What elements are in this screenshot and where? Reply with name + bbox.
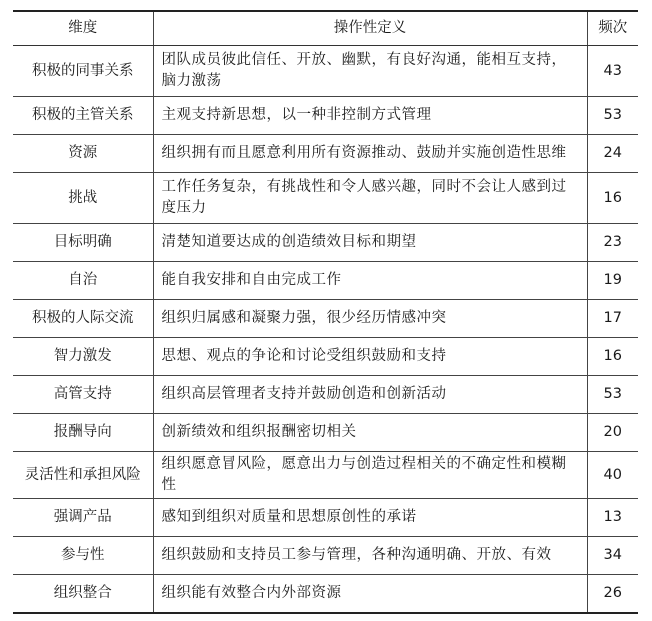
frequency-cell: 34	[587, 537, 638, 575]
table-row	[13, 414, 638, 452]
frequency-cell: 24	[587, 135, 638, 173]
frequency-cell: 53	[587, 97, 638, 135]
frequency-cell: 53	[587, 376, 638, 414]
table-row	[13, 300, 638, 338]
creativity-climate-table-container	[13, 10, 638, 614]
definition-cell: 组织拥有而且愿意利用所有资源推动、鼓励并实施创造性思维	[153, 135, 587, 173]
definition-cell: 组织愿意冒风险，愿意出力与创造过程相关的不确定性和模糊性	[153, 452, 587, 499]
definition-cell: 团队成员彼此信任、开放、幽默，有良好沟通，能相互支持，脑力激荡	[153, 46, 587, 97]
header-frequency: 频次	[587, 11, 638, 46]
table-row	[13, 376, 638, 414]
definition-cell: 组织归属感和凝聚力强，很少经历情感冲突	[153, 300, 587, 338]
frequency-cell: 23	[587, 224, 638, 262]
table-row	[13, 452, 638, 499]
header-definition: 操作性定义	[153, 11, 587, 46]
frequency-cell: 13	[587, 499, 638, 537]
frequency-cell: 16	[587, 338, 638, 376]
definition-cell: 组织高层管理者支持并鼓励创造和创新活动	[153, 376, 587, 414]
frequency-cell: 20	[587, 414, 638, 452]
dimension-cell: 参与性	[13, 537, 153, 575]
definition-cell: 思想、观点的争论和讨论受组织鼓励和支持	[153, 338, 587, 376]
definition-cell: 组织能有效整合内外部资源	[153, 575, 587, 614]
frequency-cell: 43	[587, 46, 638, 97]
frequency-cell: 26	[587, 575, 638, 614]
table-row	[13, 338, 638, 376]
dimension-cell: 积极的同事关系	[13, 46, 153, 97]
frequency-cell: 17	[587, 300, 638, 338]
table-body	[13, 46, 638, 614]
dimension-cell: 灵活性和承担风险	[13, 452, 153, 499]
dimension-cell: 积极的人际交流	[13, 300, 153, 338]
creativity-climate-table	[13, 10, 638, 614]
dimension-cell: 智力激发	[13, 338, 153, 376]
definition-cell: 工作任务复杂，有挑战性和令人感兴趣，同时不会让人感到过度压力	[153, 173, 587, 224]
dimension-cell: 自治	[13, 262, 153, 300]
definition-cell: 清楚知道要达成的创造绩效目标和期望	[153, 224, 587, 262]
table-row	[13, 224, 638, 262]
header-dimension: 维度	[13, 11, 153, 46]
dimension-cell: 组织整合	[13, 575, 153, 614]
dimension-cell: 报酬导向	[13, 414, 153, 452]
dimension-cell: 积极的主管关系	[13, 97, 153, 135]
table-row	[13, 499, 638, 537]
dimension-cell: 资源	[13, 135, 153, 173]
definition-cell: 能自我安排和自由完成工作	[153, 262, 587, 300]
frequency-cell: 16	[587, 173, 638, 224]
table-row	[13, 97, 638, 135]
definition-cell: 感知到组织对质量和思想原创性的承诺	[153, 499, 587, 537]
table-row	[13, 173, 638, 224]
header-row	[13, 11, 638, 46]
dimension-cell: 目标明确	[13, 224, 153, 262]
dimension-cell: 挑战	[13, 173, 153, 224]
table-row	[13, 135, 638, 173]
table-row	[13, 575, 638, 614]
definition-cell: 组织鼓励和支持员工参与管理，各种沟通明确、开放、有效	[153, 537, 587, 575]
dimension-cell: 强调产品	[13, 499, 153, 537]
table-row	[13, 46, 638, 97]
frequency-cell: 40	[587, 452, 638, 499]
definition-cell: 主观支持新思想，以一种非控制方式管理	[153, 97, 587, 135]
table-row	[13, 262, 638, 300]
table-row	[13, 537, 638, 575]
frequency-cell: 19	[587, 262, 638, 300]
dimension-cell: 高管支持	[13, 376, 153, 414]
table-header	[13, 11, 638, 46]
definition-cell: 创新绩效和组织报酬密切相关	[153, 414, 587, 452]
